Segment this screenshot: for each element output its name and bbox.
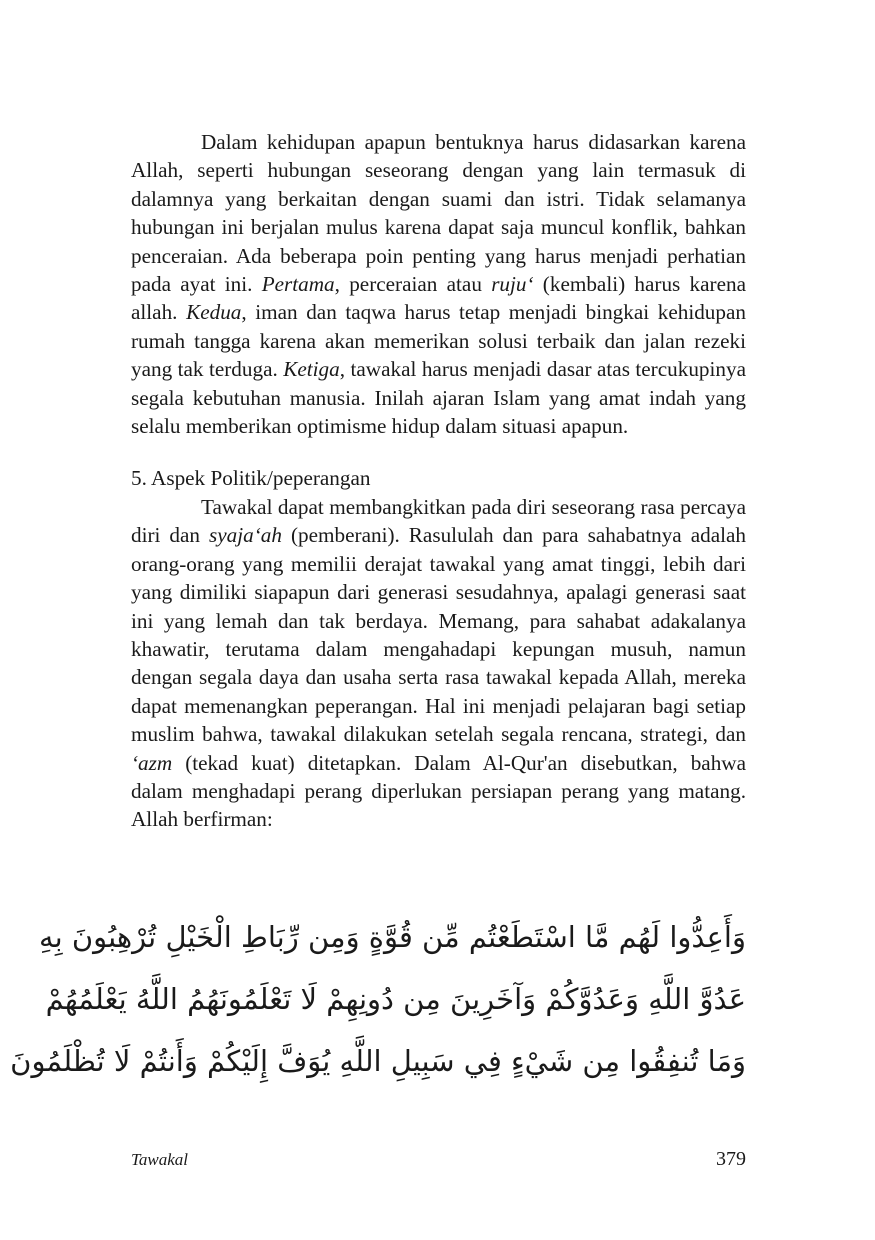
text-segment: (kembali) harus karena allah. [131,272,746,325]
text-segment: Dalam kehidupan apapun bentuknya harus didasarkan karena Allah, seperti hubungan seseorang dengan yang lain termasuk di dalamnya yang berkaitan dengan suami dan istri. Tidak selamanya hubungan ini berjalan mulus karena dapat saja muncul konflik, bahkan penceraian. Ada beberapa poin penting yang harus menjadi perhatian pada ayat ini. [131,130,746,297]
text-segment: (tekad kuat) ditetapkan. Dalam Al-Qur'an disebutkan, bahwa dalam menghadapi perang diperlukan persiapan perang yang matang. Allah berfirman: [131,750,746,832]
verse-line-2: عَدُوَّ اللَّهِ وَعَدُوَّكُمْ وَآخَرِينَ مِن دُونِهِمْ لَا تَعْلَمُونَهُمُ اللَّهُ يَعْلَمُهُمْ [45,982,746,1016]
italic-term-ketiga: Ketiga [283,357,340,382]
section-heading: 5. Aspek Politik/peperangan [131,466,371,491]
text-segment: , perceraian atau [334,272,492,297]
text-segment: , iman dan taqwa harus tetap menjadi bingkai kehidupan rumah tangga karena akan memerikan solusi terbaik dan jalan rezeki yang tak terduga. [131,300,746,382]
text-segment: (pemberani). Rasululah dan para sahabatnya adalah orang-orang yang memilii derajat tawakal yang amat tinggi, lebih dari yang dimiliki siapapun dari generasi sesudahnya, apalagi generasi saat ini yang lemah dan tak berdaya. Memang, para sahabat adakalanya khawatir, terutama dalam mengahadapi kepungan musuh, namun dengan segala daya dan usaha serta rasa tawakal kepada Allah, mereka dapat memenangkan peperangan. Hal ini menjadi pelajaran bagi setiap muslim bahwa, tawakal dilakukan setelah segala rencana, strategi, dan [131,523,746,747]
italic-term-azm: ‘azm [131,750,173,775]
paragraph-politics [131,493,746,834]
running-footer-title: Tawakal [131,1150,189,1169]
italic-term-ruju: ruju‘ [491,272,534,297]
quran-verse [10,906,746,1092]
verse-line-3: وَمَا تُنفِقُوا مِن شَيْءٍ فِي سَبِيلِ اللَّهِ يُوَفَّ إِلَيْكُمْ وَأَنتُمْ لَا تُظْلَمُونَ [10,1044,746,1078]
text-segment: , tawakal harus menjadi dasar atas tercukupinya segala kebutuhan manusia. Inilah ajaran Islam yang amat indah yang selalu memberikan optimisme hidup dalam situasi apapun. [131,357,746,439]
main-content [131,128,746,834]
paragraph-marriage [131,128,746,440]
page-number: 379 [716,1148,746,1170]
italic-term-syajaah: syaja‘ah [209,523,282,548]
italic-term-pertama: Pertama [261,272,335,297]
italic-term-kedua: Kedua [186,300,242,325]
text-segment: Tawakal dapat membangkitkan pada diri seseorang rasa percaya diri dan [131,494,746,548]
verse-line-1: وَأَعِدُّوا لَهُم مَّا اسْتَطَعْتُم مِّن قُوَّةٍ وَمِن رِّبَاطِ الْخَيْلِ تُرْهِبُونَ بِهِ [39,920,746,954]
